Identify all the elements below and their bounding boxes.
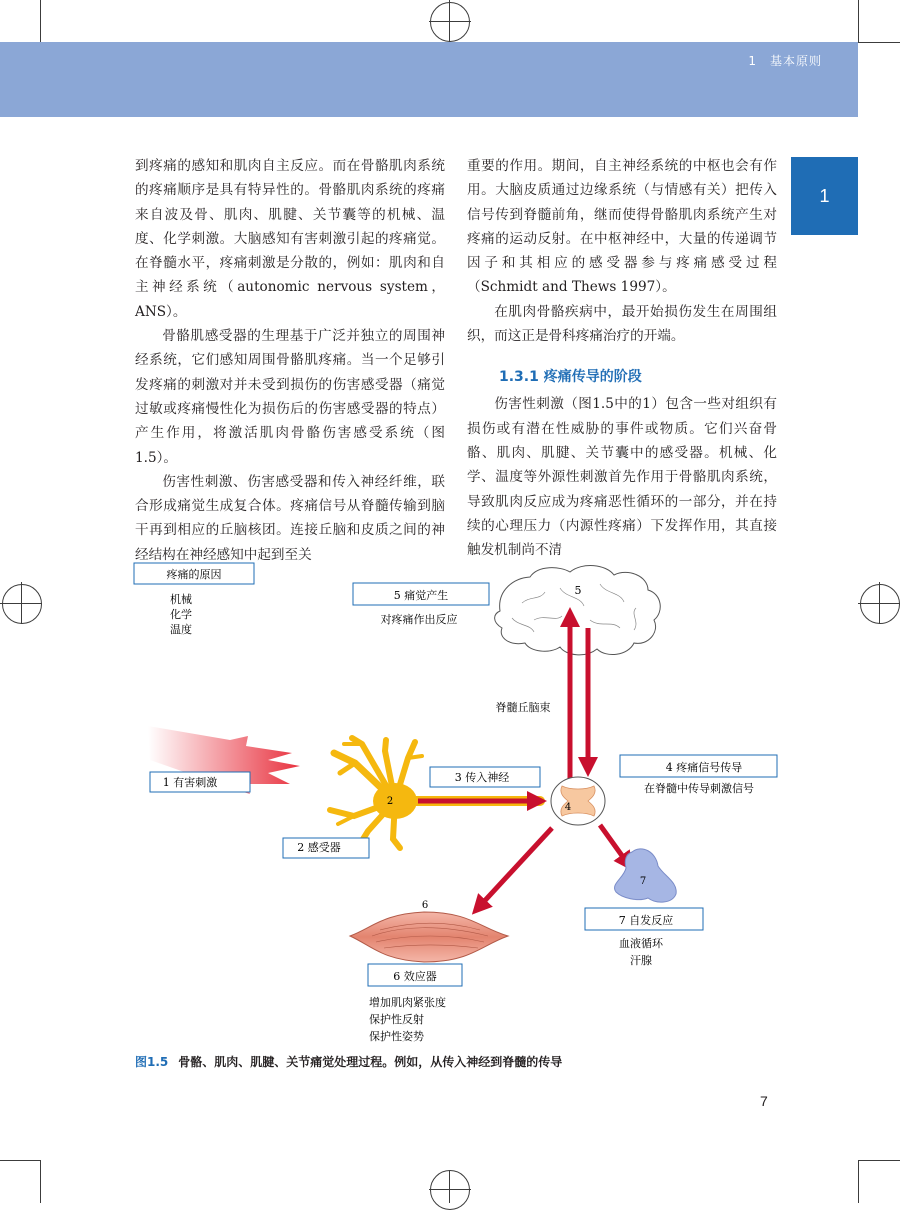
step7-item: 汗腺 bbox=[630, 954, 652, 967]
page-header-band bbox=[0, 42, 858, 117]
step5-title: 5 痛觉产生 bbox=[393, 589, 449, 602]
step6-item: 增加肌肉紧张度 bbox=[369, 996, 446, 1009]
pain-pathway-figure bbox=[0, 548, 900, 1053]
step6-title: 6 效应器 bbox=[393, 970, 437, 983]
chapter-tab: 1 bbox=[791, 157, 858, 235]
body-paragraph: 在肌肉骨骼疾病中，最开始损伤发生在周围组织，而这正是骨科疼痛治疗的开端。 bbox=[467, 303, 777, 345]
right-column bbox=[467, 154, 777, 562]
body-paragraph: 骨骼肌感受器的生理基于广泛并独立的周围神经系统，它们感知周围骨骼肌疼痛。当一个足够引发疼痛的刺激对并未受到损伤的伤害感受器（痛觉过敏或疼痛慢性化为损伤后的伤害感受器的特点）产生作用，将激活肌肉骨骼伤害感受系统（图1.5）。 bbox=[135, 328, 445, 466]
left-column bbox=[135, 154, 445, 567]
step1-label: 1 有害刺激 bbox=[162, 776, 218, 789]
pain-cause-title: 疼痛的原因 bbox=[166, 568, 222, 581]
step4-title: 4 疼痛信号传导 bbox=[665, 761, 743, 774]
marker-2: 2 bbox=[386, 796, 394, 807]
running-head: 1 基本原则 bbox=[748, 54, 822, 68]
pain-cause-item: 化学 bbox=[170, 608, 192, 621]
pain-cause-item: 机械 bbox=[170, 593, 192, 606]
step3-label: 3 传入神经 bbox=[454, 771, 510, 784]
step6-item: 保护性姿势 bbox=[369, 1030, 424, 1043]
receptor-cell-body bbox=[373, 783, 417, 819]
receptor-neuron-icon bbox=[330, 738, 540, 848]
body-paragraph: 伤害性刺激（图1.5中的1）包含一些对组织有损伤或有潜在性威胁的事件或物质。它们兴奋骨骼、肌肉、肌腱、关节囊中的感受器。机械、化学、温度等外源性刺激首先作用于骨骼肌肉系统，导致肌肉反应成为疼痛恶性循环的一部分，并在持续的心理压力（内源性疼痛）下发挥作用，其直接触发机制尚不清 bbox=[467, 396, 777, 559]
marker-5: 5 bbox=[574, 584, 582, 597]
figure-caption-text: 骨骼、肌肉、肌腱、关节痛觉处理过程。例如，从传入神经到脊髓的传导 bbox=[178, 1055, 563, 1069]
step5-desc: 对疼痛作出反应 bbox=[380, 613, 458, 626]
step7-item: 血液循环 bbox=[619, 937, 663, 950]
page-number: 7 bbox=[760, 1093, 768, 1109]
marker-6: 6 bbox=[421, 900, 429, 911]
step6-item: 保护性反射 bbox=[369, 1013, 424, 1026]
muscle-icon bbox=[350, 912, 508, 962]
brain-icon bbox=[495, 566, 661, 655]
section-heading: 1.3.1 疼痛传导的阶段 bbox=[499, 369, 642, 386]
step7-title: 7 自发反应 bbox=[618, 914, 674, 927]
body-paragraph: 伤害性刺激、伤害感受器和传入神经纤维，联合形成痛觉生成复合体。疼痛信号从脊髓传输到脑干再到相应的丘脑核团。连接丘脑和皮质之间的神经结构在神经感知中起到至关 bbox=[135, 473, 445, 563]
figure-caption bbox=[135, 1053, 562, 1070]
tract-label: 脊髓丘脑束 bbox=[495, 701, 551, 714]
step2-label: 2 感受器 bbox=[297, 841, 341, 854]
autonomic-arrow bbox=[600, 825, 628, 864]
step4-desc: 在脊髓中传导刺激信号 bbox=[644, 782, 754, 795]
marker-4: 4 bbox=[564, 802, 572, 813]
body-paragraph: 到疼痛的感知和肌肉自主反应。而在骨骼肌肉系统的疼痛顺序是具有特异性的。骨骼肌肉系统的疼痛来自波及骨、肌肉、肌腱、关节囊等的机械、温度、化学刺激。大脑感知有害刺激引起的疼痛觉。在脊髓水平，疼痛刺激是分散的，例如：肌肉和自主神经系统（autonomic nervous system，ANS）。 bbox=[135, 158, 445, 320]
figure-number: 图1.5 bbox=[135, 1055, 169, 1069]
body-paragraph: 重要的作用。期间，自主神经系统的中枢也会有作用。大脑皮质通过边缘系统（与情感有关）把传入信号传到脊髓前角，继而使得骨骼肌肉系统产生对疼痛的运动反射。在中枢神经中，大量的传递调节因子和其相应的感受器参与疼痛感受过程（Schmidt and Thews 1997）。 bbox=[467, 158, 777, 296]
marker-7: 7 bbox=[639, 876, 647, 887]
pain-cause-item: 温度 bbox=[170, 623, 192, 636]
effector-arrow bbox=[478, 828, 552, 908]
